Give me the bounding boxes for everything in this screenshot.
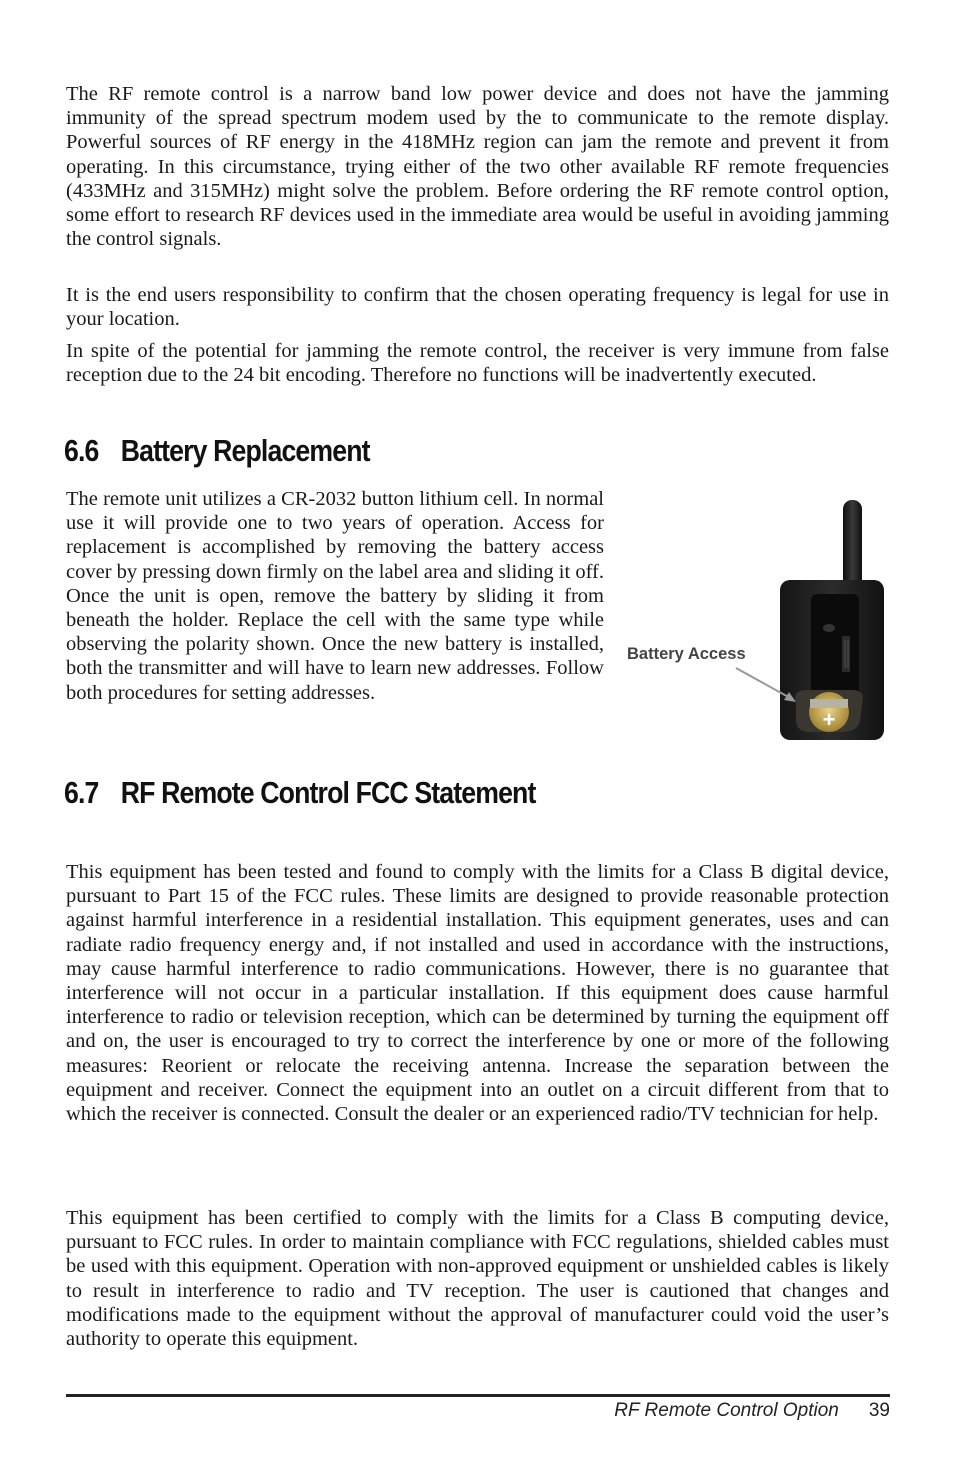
footer-section-title: RF Remote Control Option [614, 1400, 839, 1421]
section-heading-battery-replacement [64, 433, 370, 469]
antenna [843, 500, 862, 588]
section-number: 6.7 [64, 775, 99, 810]
paragraph-fcc-certification: This equipment has been certified to comply with the limits for a Class B computing device, pursuant to FCC rules. In order to maintain compliance with FCC regulations, shielded cables must be used with this equipment. Operation with non-approved equipment or unshielded cables is likely to result in interference to radio and TV reception. The user is cautioned that changes and modifications made to the equipment without the approval of manufacturer could void the user’s authority to operate this equipment. [66, 1207, 889, 1351]
battery-access-label: Battery Access [627, 645, 746, 663]
battery-access-figure [624, 496, 890, 746]
section-title: Battery Replacement [120, 433, 370, 468]
paragraph-false-reception: In spite of the potential for jamming the remote control, the receiver is very immune from false reception due to the 24 bit encoding. Therefore no functions will be inadvertently executed. [66, 340, 889, 387]
section-title: RF Remote Control FCC Statement [120, 775, 536, 810]
footer-rule [66, 1394, 890, 1397]
battery-polarity-symbol: + [822, 707, 836, 732]
page-number: 39 [868, 1400, 890, 1421]
paragraph-battery-instructions: The remote unit utilizes a CR-2032 button lithium cell. In normal use it will provide one to two years of operation. Access for replacement is accomplished by removing the battery access cover by pressing down firmly on the label area and sliding it off. Once the unit is open, remove the battery by sliding it from beneath the holder. Replace the cell with the same type while observing the polarity shown. Once the new battery is installed, both the transmitter and will have to learn new addresses. Follow both procedures for setting addresses. [66, 488, 604, 704]
page-footer [614, 1400, 890, 1422]
paragraph-rf-jamming: The RF remote control is a narrow band low power device and does not have the jamming immunity of the spread spectrum modem used by the to communicate to the remote display. Powerful sources of RF energy in the 418MHz region can jam the remote and prevent it from operating. In this circumstance, trying either of the two other available RF remote frequencies (433MHz and 315MHz) might solve the problem. Before ordering the RF remote control option, some effort to research RF devices used in the immediate area would be useful in avoiding jamming the control signals. [66, 83, 889, 251]
paragraph-fcc-class-b: This equipment has been tested and found to comply with the limits for a Class B digital device, pursuant to Part 15 of the FCC rules. These limits are designed to provide reasonable protection against harmful interference in a residential installation. This equipment generates, uses and can radiate radio frequency energy and, if not installed and used in accordance with the instructions, may cause harmful interference to radio communications. However, there is no guarantee that interference will not occur in a particular installation. If this equipment does cause harmful interference to radio or television reception, which can be determined by turning the equipment off and on, the user is encouraged to try to correct the interference by one or more of the following measures: Reorient or relocate the receiving antenna. Increase the separation between the equipment and receiver. Connect the equipment into an outlet on a circuit different from that to which the receiver is connected. Consult the dealer or an experienced radio/TV technician for help. [66, 861, 889, 1126]
paragraph-frequency-legality: It is the end users responsibility to confirm that the chosen operating frequency is legal for use in your location. [66, 284, 889, 331]
section-number: 6.6 [64, 433, 99, 468]
remote-transmitter-photo [624, 496, 890, 746]
section-heading-fcc-statement [64, 775, 535, 811]
